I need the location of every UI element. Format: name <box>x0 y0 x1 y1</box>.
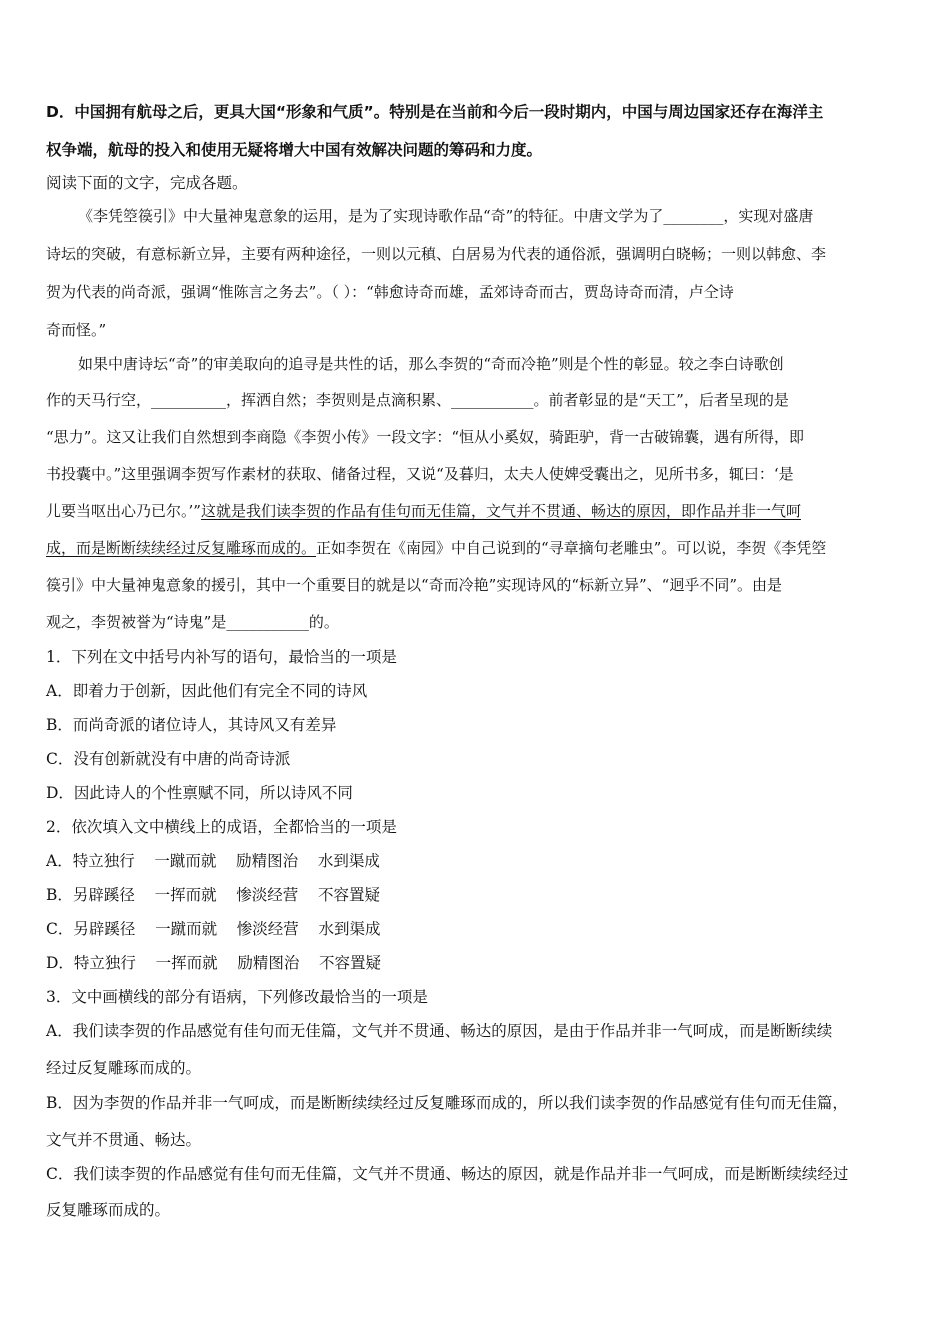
passage-p1-line-1: 《李凭箜篌引》中大量神鬼意象的运用，是为了实现诗歌作品“奇”的特征。中唐文学为了________，实现对盛唐 <box>78 207 814 225</box>
question-3-option-c-line-2: 反复雕琢而成的。 <box>46 1201 171 1219</box>
passage-p1-line-2: 诗坛的突破，有意标新立异，主要有两种途径，一则以元稹、白居易为代表的通俗派，强调明白晓畅；一则以韩愈、李 <box>46 245 827 263</box>
question-3-option-c-line-1: C．我们读李贺的作品感觉有佳句而无佳篇，文气并不贯通、畅达的原因，就是作品并非一气呵成，而是断断续续经过 <box>46 1165 849 1183</box>
question-3-option-b-line-2: 文气并不贯通、畅达。 <box>46 1131 202 1149</box>
passage-p2-line-7: 篌引》中大量神鬼意象的援引，其中一个重要目的就是以“奇而冷艳”实现诗风的“标新立异”、“迥乎不同”。由是 <box>46 576 783 594</box>
underlined-sentence-part-2: 成，而是断断续续经过反复雕琢而成的。 <box>46 539 317 557</box>
passage-p2-line-4: 书投囊中。”这里强调李贺写作素材的获取、储备过程，又说“及暮归，太夫人使婢受囊出之，见所书多，辄曰：‘是 <box>46 465 794 483</box>
passage-p2-line-6-text: 正如李贺在《南园》中自己说到的“寻章摘句老雕虫”。可以说，李贺《李凭箜 <box>316 539 827 557</box>
question-2-option-a: A．特立独行 一蹴而就 励精图治 水到渠成 <box>46 852 380 870</box>
question-2-option-c: C．另辟蹊径 一蹴而就 惨淡经营 水到渠成 <box>46 920 381 938</box>
question-3-option-b-line-1: B．因为李贺的作品并非一气呵成，而是断断续续经过反复雕琢而成的，所以我们读李贺的作品感觉有佳句而无佳篇， <box>46 1094 848 1112</box>
passage-p2-line-6 <box>46 538 826 558</box>
passage-p2-line-2: 作的天马行空，__________，挥洒自然；李贺则是点滴积累、___________。前者彰显的是“天工”，后者呈现的是 <box>46 391 789 409</box>
passage-p2-line-5 <box>46 501 801 521</box>
passage-p2-line-3: “思力”。这又让我们自然想到李商隐《李贺小传》一段文字：“恒从小奚奴，骑距驴，背一古破锦囊，遇有所得，即 <box>46 428 805 446</box>
passage-p2-line-1: 如果中唐诗坛“奇”的审美取向的追寻是共性的话，那么李贺的“奇而冷艳”则是个性的彰显。较之李白诗歌创 <box>78 355 784 373</box>
passage-p2-line-5-text: 儿要当呕出心乃已尔。’” <box>46 502 201 520</box>
question-2-option-b: B．另辟蹊径 一挥而就 惨淡经营 不容置疑 <box>46 886 381 904</box>
question-3-option-a-line-1: A．我们读李贺的作品感觉有佳句而无佳篇，文气并不贯通、畅达的原因，是由于作品并非一气呵成，而是断断续续 <box>46 1022 833 1040</box>
question-2-option-d: D．特立独行 一挥而就 励精图治 不容置疑 <box>46 954 382 972</box>
question-3-stem: 3．文中画横线的部分有语病，下列修改最恰当的一项是 <box>46 988 428 1006</box>
question-1-option-b: B．而尚奇派的诸位诗人，其诗风又有差异 <box>46 716 337 734</box>
question-2-stem: 2．依次填入文中横线上的成语，全都恰当的一项是 <box>46 818 397 836</box>
passage-p1-line-4: 奇而怪。” <box>46 321 107 339</box>
question-1-option-a: A．即着力于创新，因此他们有完全不同的诗风 <box>46 682 368 700</box>
question-1-stem: 1．下列在文中括号内补写的语句，最恰当的一项是 <box>46 648 397 666</box>
passage-p2-line-8: 观之，李贺被誉为“诗鬼”是___________的。 <box>46 613 339 631</box>
question-1-option-c: C．没有创新就没有中唐的尚奇诗派 <box>46 750 291 768</box>
question-1-option-d: D．因此诗人的个性禀赋不同，所以诗风不同 <box>46 784 353 802</box>
passage-p1-line-3: 贺为代表的尚奇派，强调“惟陈言之务去”。（ ）：“韩愈诗奇而雄，孟郊诗奇而古，贾岛诗奇而清，卢仝诗 <box>46 283 734 301</box>
prev-option-d-line-1: D．中国拥有航母之后，更具大国“形象和气质”。特别是在当前和今后一段时期内，中国与周边国家还存在海洋主 <box>46 103 824 121</box>
question-3-option-a-line-2: 经过反复雕琢而成的。 <box>46 1059 202 1077</box>
underlined-sentence-part-1: 这就是我们读李贺的作品有佳句而无佳篇，文气并不贯通、畅达的原因，即作品并非一气呵 <box>200 502 801 520</box>
reading-instruction: 阅读下面的文字，完成各题。 <box>46 174 248 192</box>
prev-option-d-line-2: 权争端，航母的投入和使用无疑将增大中国有效解决问题的筹码和力度。 <box>46 141 543 159</box>
